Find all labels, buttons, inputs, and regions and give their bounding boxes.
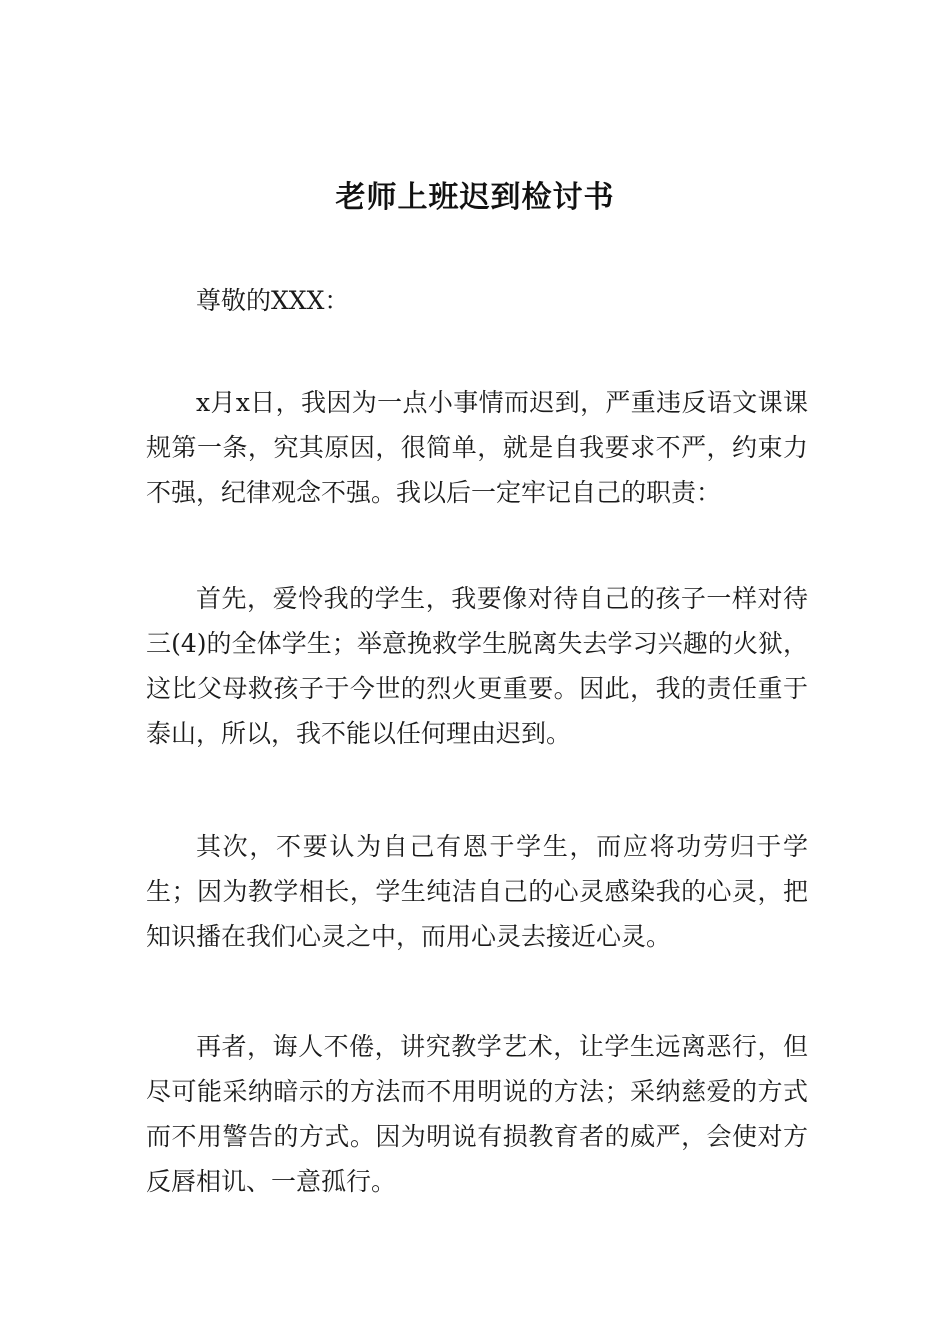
salutation: 尊敬的XXX： [196, 286, 350, 315]
document-title: 老师上班迟到检讨书 [335, 180, 615, 215]
paragraph-4: 再者，诲人不倦，讲究教学艺术，让学生远离恶行，但尽可能采纳暗示的方法而不用明说的方法；采纳慈爱的方式而不用警告的方式。因为明说有损教育者的威严，会使对方反唇相讥、一意孤行。 [146, 1032, 808, 1196]
paragraph-1: x月x日，我因为一点小事情而迟到，严重违反语文课课规第一条，究其原因，很简单，就是自我要求不严，约束力不强，纪律观念不强。我以后一定牢记自己的职责： [146, 388, 808, 507]
paragraph-2: 首先，爱怜我的学生，我要像对待自己的孩子一样对待三(4)的全体学生；举意挽救学生脱离失去学习兴趣的火狱，这比父母救孩子于今世的烈火更重要。因此，我的责任重于泰山，所以，我不能以任何理由迟到。 [146, 584, 808, 748]
paragraph-3: 其次，不要认为自己有恩于学生，而应将功劳归于学生；因为教学相长，学生纯洁自己的心灵感染我的心灵，把知识播在我们心灵之中，而用心灵去接近心灵。 [146, 832, 808, 951]
